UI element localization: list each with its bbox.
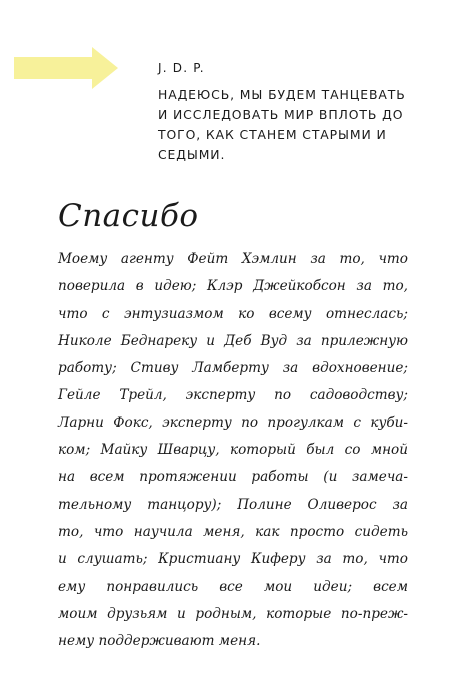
text-line: то, что научила меня, как просто сидеть [58, 523, 408, 540]
dedication-line: И ИССЛЕДОВАТЬ МИР ВПЛОТЬ ДО [158, 107, 404, 122]
text-line: Николе Беднареку и Деб Вуд за прилежную [58, 332, 408, 349]
text-line: моим друзьям и родным, которые по-преж- [58, 605, 408, 622]
text-line: Ларни Фокс, эксперту по прогулкам с куби- [58, 414, 408, 431]
text-line: поверила в идею; Клэр Джейкобсон за то, [58, 278, 408, 295]
text-line: тельному танцору); Полине Оливерос за [58, 496, 408, 513]
dedication [158, 58, 443, 165]
text-line: работу; Стиву Ламберту за вдохновение; [58, 360, 408, 377]
text-line: Гейле Трейл, эксперту по садоводству; [58, 387, 408, 404]
acknowledgements-heading: Спасибо [58, 198, 199, 234]
dedication-line: СЕДЫМИ. [158, 147, 226, 162]
dedication-initials: J. D. P. [158, 61, 205, 75]
arrow-right-icon [14, 47, 134, 89]
text-line: ком; Майку Шварцу, который был со мной [58, 442, 408, 459]
text-line: ему понравились все мои идеи; всем [58, 578, 408, 595]
dedication-line: НАДЕЮСЬ, МЫ БУДЕМ ТАНЦЕВАТЬ [158, 87, 406, 102]
dedication-line: ТОГО, КАК СТАНЕМ СТАРЫМИ И [158, 127, 387, 142]
text-line: и слушать; Кристиану Киферу за то, что [58, 551, 408, 568]
text-line: Моему агенту Фейт Хэмлин за то, что [58, 251, 408, 267]
text-line: на всем протяжении работы (и замеча- [58, 469, 408, 486]
acknowledgements-text [58, 246, 408, 655]
text-line: нему поддерживают меня. [58, 633, 261, 650]
text-line: что с энтузиазмом ко всему отнеслась; [58, 305, 408, 322]
